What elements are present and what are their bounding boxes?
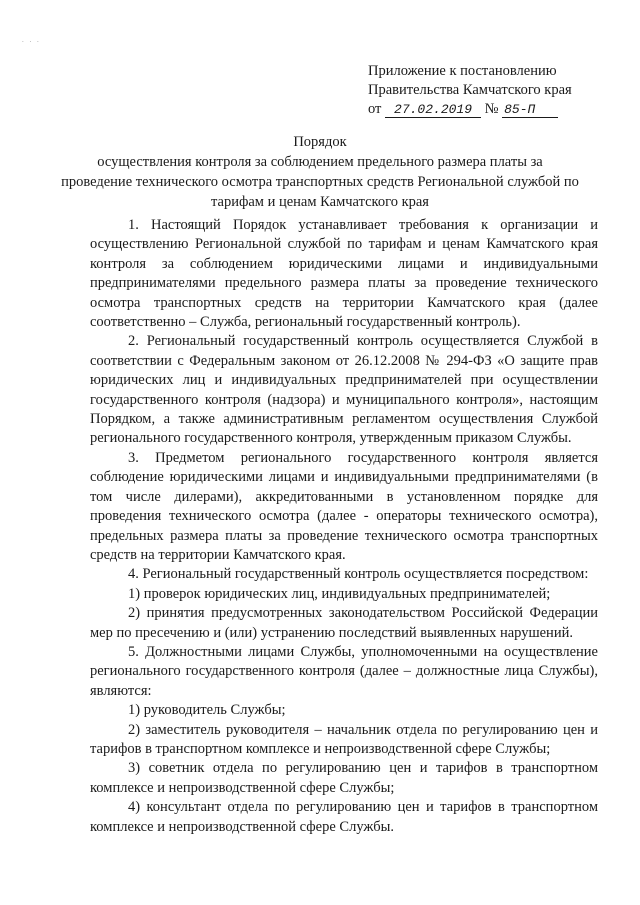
appendix-date-line xyxy=(368,100,608,119)
number-label: № xyxy=(484,101,499,117)
paragraph-4: 4. Региональный государственный контроль осуществляется посредством: xyxy=(128,566,589,583)
paragraph-5-item-1: 1) руководитель Службы; xyxy=(128,702,286,719)
resolution-number: 85-П xyxy=(502,102,558,118)
paragraph-5-item-3: 3) советник отдела по регулированию цен и тарифов в транспортном комплексе и непроизводственной сфере Службы; xyxy=(90,760,598,796)
paragraph-5-item-2: 2) заместитель руководителя – начальник отдела по регулированию цен и тарифов в транспортном комплексе и непроизводственной сфере Службы; xyxy=(90,721,598,757)
scan-artifact-mark: . . . xyxy=(22,36,41,44)
document-body xyxy=(90,216,598,837)
paragraph-5-item-4: 4) консультант отдела по регулированию цен и тарифов в транспортном комплексе и непроизводственной сфере Службы. xyxy=(90,799,598,835)
paragraph-3: 3. Предметом регионального государственного контроля является соблюдение юридическими лицами и индивидуальными предпринимателями (в том числе дилерами), аккредитованными в установленном порядке для проведения технического осмотра (далее - операторы технического осмотра), предельных размера платы за проведение технического осмотра транспортных средств на территории Камчатского края. xyxy=(90,449,598,563)
paragraph-5: 5. Должностными лицами Службы, уполномоченными на осуществление регионального государственного контроля (далее – должностные лица Службы), являются: xyxy=(90,643,598,699)
paragraph-4-item-1: 1) проверок юридических лиц, индивидуальных предпринимателей; xyxy=(128,585,551,602)
appendix-line-2: Правительства Камчатского края xyxy=(368,82,572,98)
title-main: Порядок xyxy=(293,134,347,150)
paragraph-4-item-2: 2) принятия предусмотренных законодательством Российской Федерации мер по пресечению и (или) устранению последствий выявленных нарушений. xyxy=(90,605,598,641)
resolution-date: 27.02.2019 xyxy=(385,102,481,118)
document-title xyxy=(60,132,580,212)
paragraph-2: 2. Региональный государственный контроль осуществляется Службой в соответствии с Федеральным законом от 26.12.2008 № 294-ФЗ «О защите прав юридических лиц и индивидуальных предпринимателей при осуществлении государственного контроля (надзора) и муниципального контроля», настоящим Порядком, а также административным регламентом осуществления Службой регионального государственного контроля, утвержденным приказом Службы. xyxy=(90,333,598,447)
appendix-header xyxy=(368,62,608,119)
appendix-line-1: Приложение к постановлению xyxy=(368,63,557,79)
title-subtitle: осуществления контроля за соблюдением предельного размера платы за проведение технического осмотра транспортных средств Региональной службой по тарифам и ценам Камчатского края xyxy=(61,154,579,210)
paragraph-1: 1. Настоящий Порядок устанавливает требования к организации и осуществлению Региональной службой по тарифам и ценам Камчатского края контроля за соблюдением юридическими лицами и индивидуальными предпринимателями предельного размера платы за проведение технического осмотра транспортных средств на территории Камчатского края (далее соответственно – Служба, региональный государственный контроль). xyxy=(90,217,598,331)
from-label: от xyxy=(368,101,382,117)
